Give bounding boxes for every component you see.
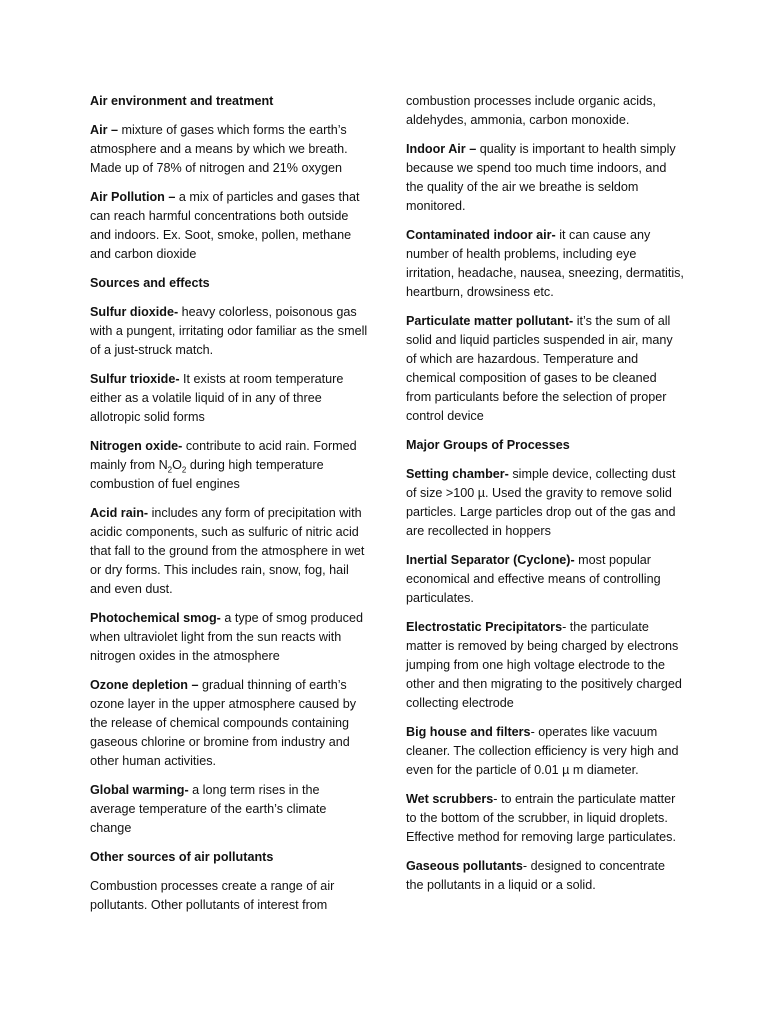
term-wet-scrubbers: Wet scrubbers <box>406 792 494 806</box>
document-title: Air environment and treatment <box>90 94 274 108</box>
formula-part: O <box>172 458 182 472</box>
term-global-warming: Global warming- <box>90 783 189 797</box>
definition-text: mixture of gases which forms the earth’s atmosphere and a means by which we breath. Made up of 78% of nitrogen and 21% oxygen <box>90 123 348 175</box>
term-sulfur-dioxide: Sulfur dioxide- <box>90 305 179 319</box>
definition-text: simple device, collecting dust of size >100 µ. Used the gravity to remove solid particles. Large particles drop out of the gas and are recollected in hoppers <box>406 467 676 538</box>
term-sulfur-trioxide: Sulfur trioxide- <box>90 372 180 386</box>
definition-nitrogen-oxide <box>90 437 368 494</box>
term-big-house-filters: Big house and filters <box>406 725 531 739</box>
term-photochemical-smog: Photochemical smog- <box>90 611 221 625</box>
term-ozone-depletion: Ozone depletion – <box>90 678 199 692</box>
definition-photochemical-smog <box>90 609 368 666</box>
definition-text: a type of smog produced when ultraviolet light from the sun reacts with nitrogen oxides in the atmosphere <box>90 611 363 663</box>
term-electrostatic-precipitators: Electrostatic Precipitators <box>406 620 563 634</box>
right-column <box>406 92 684 905</box>
definition-air <box>90 121 368 178</box>
definition-text: gradual thinning of earth’s ozone layer in the upper atmosphere caused by the release of chemical compounds containing gaseous chlorine or bromine from industry and other human activities. <box>90 678 357 768</box>
definition-acid-rain <box>90 504 368 599</box>
definition-sulfur-dioxide <box>90 303 368 360</box>
term-air-pollution: Air Pollution – <box>90 190 179 204</box>
definition-sulfur-trioxide <box>90 370 368 427</box>
definition-text: heavy colorless, poisonous gas with a pungent, irritating odor familiar as the smell of a just-struck match. <box>90 305 368 357</box>
definition-contaminated-indoor-air <box>406 226 684 302</box>
term-contaminated-indoor-air: Contaminated indoor air- <box>406 228 556 242</box>
definition-indoor-air <box>406 140 684 216</box>
definition-big-house-filters <box>406 723 684 780</box>
term-gaseous-pollutants: Gaseous pollutants <box>406 859 523 873</box>
term-acid-rain: Acid rain- <box>90 506 149 520</box>
definition-global-warming <box>90 781 368 838</box>
definition-text: a mix of particles and gases that can reach harmful concentrations both outside and indoors. Ex. Soot, smoke, pollen, methane and carbon dioxide <box>90 190 360 261</box>
paragraph-combustion: Combustion processes create a range of air pollutants. Other pollutants of interest from <box>90 879 335 912</box>
section-heading-sources: Sources and effects <box>90 276 210 290</box>
definition-text: most popular economical and effective means of controlling particulates. <box>406 553 661 605</box>
definition-ozone-depletion <box>90 676 368 771</box>
term-indoor-air: Indoor Air – <box>406 142 480 156</box>
definition-text: - the particulate matter is removed by being charged by electrons jumping from one high voltage electrode to the other and then migrating to the positively charged collecting electrode <box>406 620 682 710</box>
definition-text: - to entrain the particulate matter to the bottom of the scrubber, in liquid droplets. Effective method for removing large particulates. <box>406 792 676 844</box>
term-inertial-separator: Inertial Separator (Cyclone)- <box>406 553 575 567</box>
definition-text: quality is important to health simply because we spend too much time indoors, and the quality of the air we breathe is seldom monitored. <box>406 142 676 213</box>
paragraph-combustion-continued: combustion processes include organic acids, aldehydes, ammonia, carbon monoxide. <box>406 94 656 127</box>
definition-text: it can cause any number of health problems, including eye irritation, headache, nausea, sneezing, dermatitis, heartburn, drowsiness etc. <box>406 228 684 299</box>
definition-text: - designed to concentrate the pollutants in a liquid or a solid. <box>406 859 665 892</box>
definition-wet-scrubbers <box>406 790 684 847</box>
definition-text: - operates like vacuum cleaner. The collection efficiency is very high and even for the particle of 0.01 µ m diameter. <box>406 725 679 777</box>
term-particulate-matter: Particulate matter pollutant- <box>406 314 574 328</box>
definition-inertial-separator <box>406 551 684 608</box>
definition-text: includes any form of precipitation with acidic components, such as sulfuric of nitric acid that fall to the ground from the atmosphere in wet or dry forms. This includes rain, snow, fog, hail and even dust. <box>90 506 365 596</box>
definition-text: a long term rises in the average temperature of the earth’s climate change <box>90 783 327 835</box>
definition-air-pollution <box>90 188 368 264</box>
term-nitrogen-oxide: Nitrogen oxide- <box>90 439 183 453</box>
definition-text: during high temperature combustion of fuel engines <box>90 458 324 491</box>
definition-electrostatic-precipitators <box>406 618 684 713</box>
section-heading-major-groups: Major Groups of Processes <box>406 438 570 452</box>
definition-gaseous-pollutants <box>406 857 684 895</box>
term-setting-chamber: Setting chamber- <box>406 467 509 481</box>
subscript: 2 <box>181 465 187 475</box>
definition-setting-chamber <box>406 465 684 541</box>
term-air: Air – <box>90 123 122 137</box>
definition-text: contribute to acid rain. Formed mainly from N <box>90 439 357 472</box>
definition-text: it’s the sum of all solid and liquid particles suspended in air, many of which are hazardous. Temperature and chemical composition of gases to be cleaned from particulants before the selection of proper control device <box>406 314 673 423</box>
subscript: 2 <box>167 465 173 475</box>
section-heading-other-sources: Other sources of air pollutants <box>90 850 274 864</box>
definition-particulate-matter <box>406 312 684 426</box>
definition-text: It exists at room temperature either as a volatile liquid of in any of three allotropic solid forms <box>90 372 344 424</box>
left-column <box>90 92 368 925</box>
